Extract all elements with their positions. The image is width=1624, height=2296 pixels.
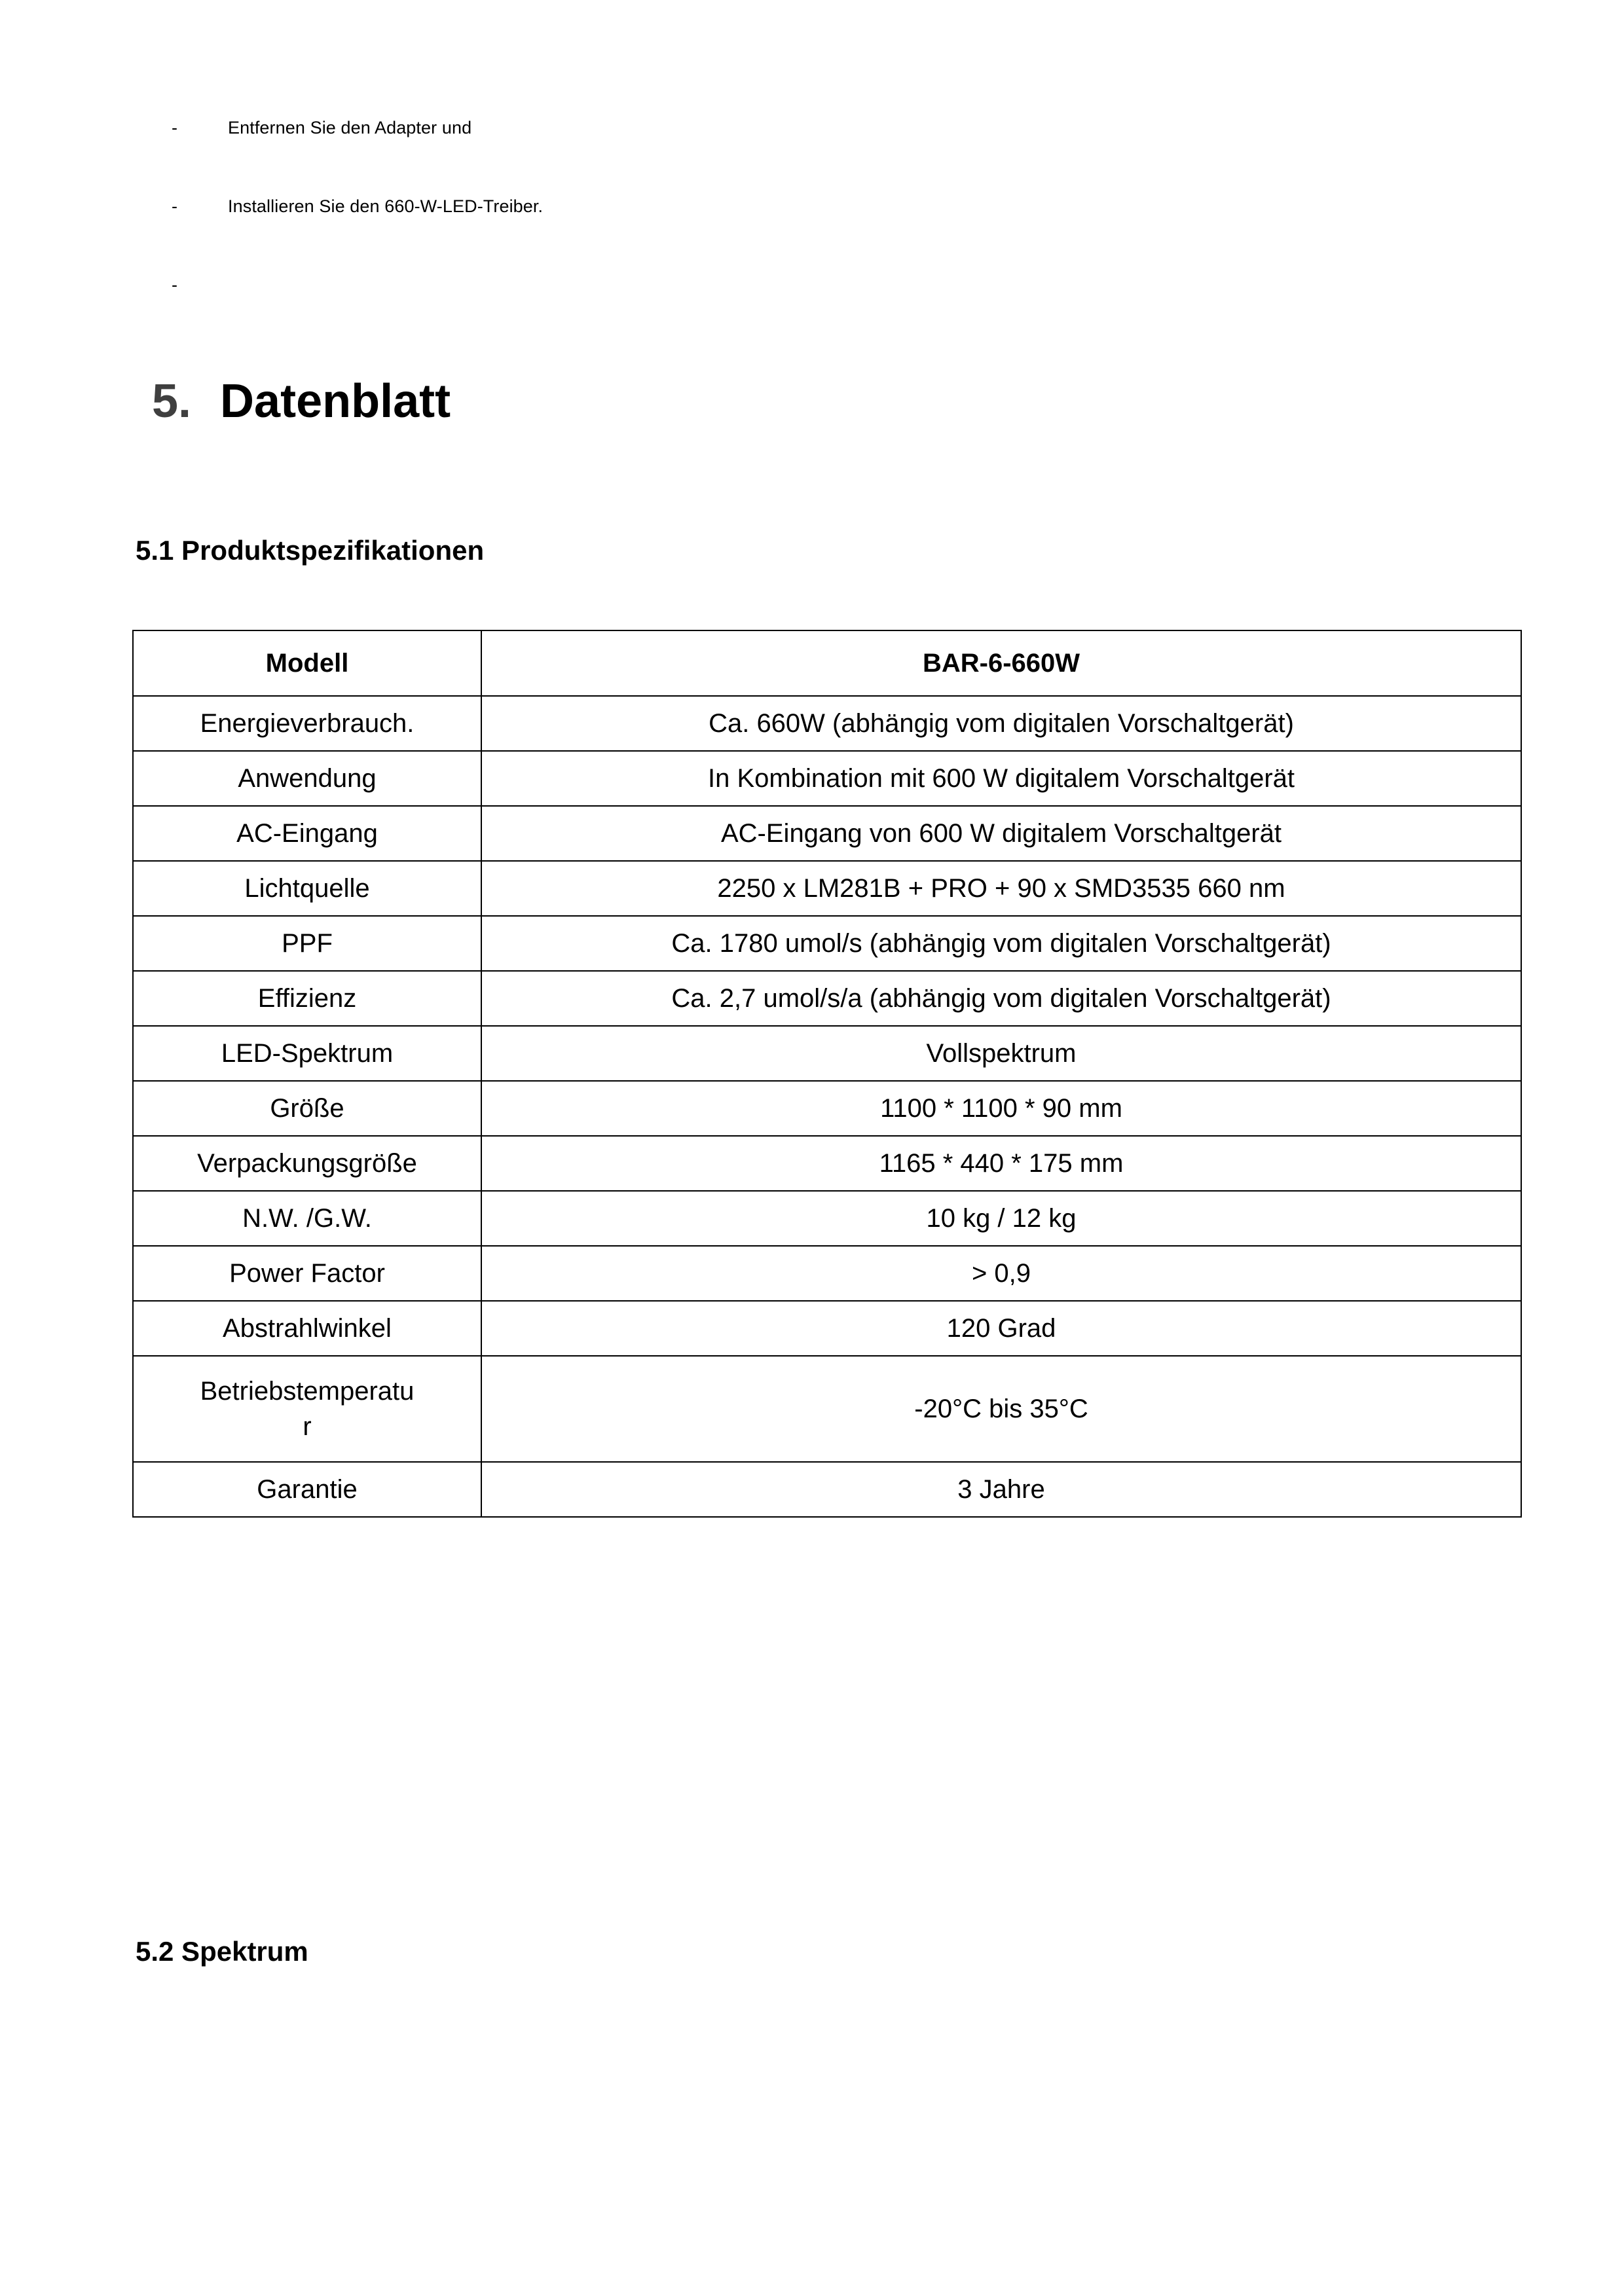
table-row [133, 971, 1521, 1026]
spec-label-cell: Modell [133, 630, 481, 696]
spec-value-cell: 1100 * 1100 * 90 mm [481, 1081, 1521, 1136]
spec-value-cell: Ca. 2,7 umol/s/a (abhängig vom digitalen Vorschaltgerät) [481, 971, 1521, 1026]
table-row [133, 1462, 1521, 1517]
spec-value-cell: Ca. 660W (abhängig vom digitalen Vorschaltgerät) [481, 696, 1521, 751]
list-item-label: Entfernen Sie den Adapter und [228, 118, 472, 137]
dash-bullet-icon: - [172, 275, 177, 295]
list-item [172, 195, 1416, 217]
table-row [133, 696, 1521, 751]
table-row [133, 1191, 1521, 1246]
list-item [172, 274, 1416, 296]
section-heading [152, 373, 451, 429]
table-body [133, 630, 1521, 1517]
dash-bullet-icon: - [172, 196, 177, 216]
list-item-label: Installieren Sie den 660-W-LED-Treiber. [228, 196, 544, 216]
spec-label-cell: Power Factor [133, 1246, 481, 1301]
spec-value-cell: Ca. 1780 umol/s (abhängig vom digitalen Vorschaltgerät) [481, 916, 1521, 971]
spec-value-cell: > 0,9 [481, 1246, 1521, 1301]
section-number: 5. [152, 375, 192, 428]
dash-bullet-icon: - [172, 118, 177, 137]
spec-value-cell: In Kombination mit 600 W digitalem Vorschaltgerät [481, 751, 1521, 806]
page-title: Datenblatt [220, 375, 451, 428]
spec-value-cell: 10 kg / 12 kg [481, 1191, 1521, 1246]
spec-label-cell: Energieverbrauch. [133, 696, 481, 751]
spec-label-cell: AC-Eingang [133, 806, 481, 861]
table-row [133, 1136, 1521, 1191]
spec-label-cell: Garantie [133, 1462, 481, 1517]
spec-label-cell: Verpackungsgröße [133, 1136, 481, 1191]
spec-value-cell: -20°C bis 35°C [481, 1356, 1521, 1462]
table-row [133, 751, 1521, 806]
table-row [133, 1081, 1521, 1136]
spec-value-cell: 120 Grad [481, 1301, 1521, 1356]
spec-label-cell: Abstrahlwinkel [133, 1301, 481, 1356]
spec-value-cell: BAR-6-660W [481, 630, 1521, 696]
spec-label-cell: Größe [133, 1081, 481, 1136]
subsection-heading-specs: 5.1 Produktspezifikationen [136, 535, 485, 566]
table-row [133, 1026, 1521, 1081]
list-item [172, 117, 1416, 139]
spec-value-cell: Vollspektrum [481, 1026, 1521, 1081]
spec-value-cell: AC-Eingang von 600 W digitalem Vorschaltgerät [481, 806, 1521, 861]
instruction-list [172, 117, 1416, 352]
spec-value-cell: 2250 x LM281B + PRO + 90 x SMD3535 660 nm [481, 861, 1521, 916]
table-row [133, 1246, 1521, 1301]
spec-label-cell: Betriebstemperatu r [133, 1356, 481, 1462]
spec-label-cell: LED-Spektrum [133, 1026, 481, 1081]
table-row [133, 1301, 1521, 1356]
spec-value-cell: 3 Jahre [481, 1462, 1521, 1517]
table-row [133, 806, 1521, 861]
product-specification-table [132, 630, 1522, 1518]
spec-label-cell: Anwendung [133, 751, 481, 806]
table-row [133, 1356, 1521, 1462]
subsection-heading-spectrum: 5.2 Spektrum [136, 1936, 308, 1967]
spec-value-cell: 1165 * 440 * 175 mm [481, 1136, 1521, 1191]
spec-label-cell: Effizienz [133, 971, 481, 1026]
spec-label-cell: PPF [133, 916, 481, 971]
table-row [133, 916, 1521, 971]
spec-label-cell: Lichtquelle [133, 861, 481, 916]
table-row [133, 861, 1521, 916]
spec-label-cell: N.W. /G.W. [133, 1191, 481, 1246]
table-row [133, 630, 1521, 696]
